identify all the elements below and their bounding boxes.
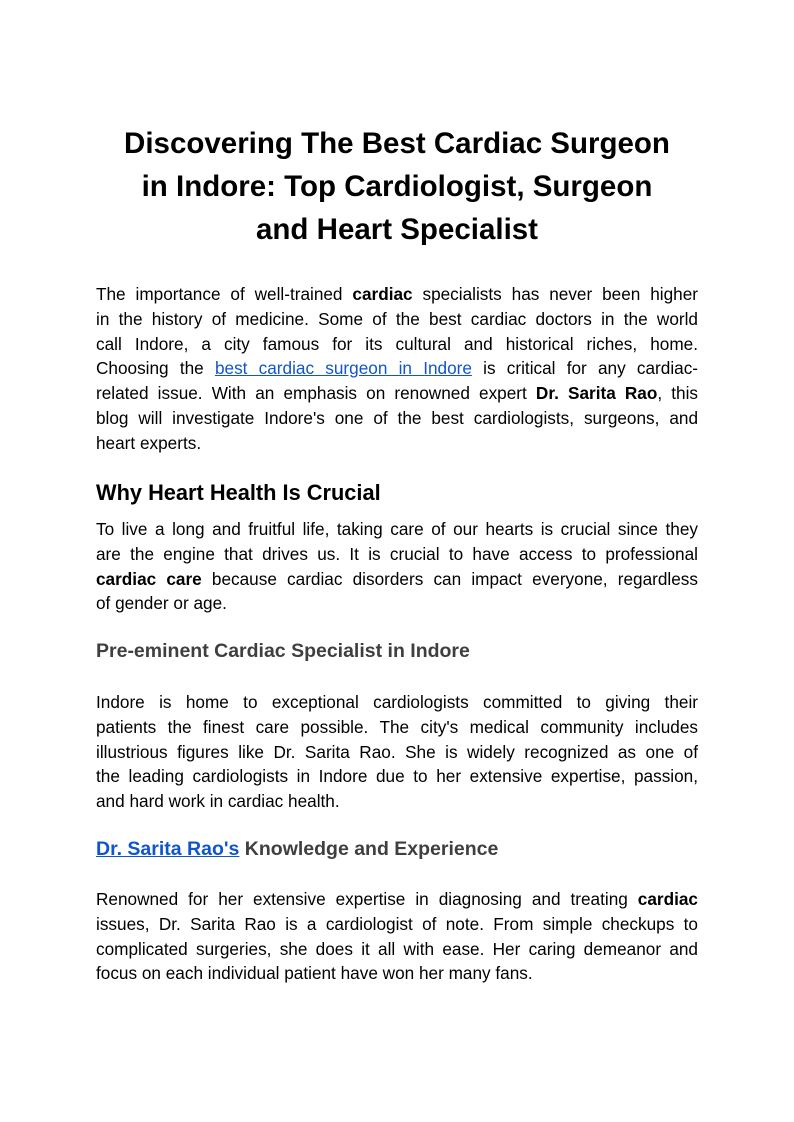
text-span: Choosing the [96,358,215,379]
bold-term: cardiac [637,889,698,909]
paragraph-line [96,567,698,592]
section2-paragraph [96,690,698,814]
heading-text: Knowledge and Experience [239,838,499,860]
paragraph-line: are the engine that drives us. It is crucial to have access to professional [96,543,698,564]
text-span: The importance of well-trained [96,284,353,304]
text-span: Renowned for her extensive expertise in diagnosing and treating [96,889,638,909]
text-span: , this [657,383,699,404]
page-title [96,122,698,251]
section1-paragraph [96,517,698,616]
text-span: related issue. With an emphasis on renowned expert [96,383,536,404]
section3-paragraph [96,887,698,986]
paragraph-line [96,381,698,406]
paragraph-line: issues, Dr. Sarita Rao is a cardiologist of note. From simple checkups to [96,913,698,934]
best-cardiac-surgeon-link[interactable]: best cardiac surgeon in Indore [214,358,472,379]
paragraph-line: patients the finest care possible. The city's medical community includes [96,716,698,737]
paragraph-line: and hard work in cardiac health. [96,791,340,812]
paragraph-line: in the history of medicine. Some of the best cardiac doctors in the world [96,308,698,329]
bold-name: Dr. Sarita Rao [535,383,658,404]
paragraph-line: complicated surgeries, she does it all with ease. Her caring demeanor and [96,938,698,959]
paragraph-line: focus on each individual patient have won her many fans. [96,963,533,984]
paragraph-line: of gender or age. [96,593,227,614]
text-span: is critical for any cardiac- [471,358,699,379]
paragraph-line [96,356,698,381]
intro-paragraph [96,282,698,456]
paragraph-line: heart experts. [96,432,202,453]
title-line: Discovering The Best Cardiac Surgeon [124,127,670,160]
section-heading-cardiac-specialist: Pre-eminent Cardiac Specialist in Indore [96,640,470,662]
paragraph-line [96,282,698,307]
paragraph-line: To live a long and fruitful life, taking care of our hearts is crucial since they [96,519,698,539]
paragraph-line: Indore is home to exceptional cardiologists committed to giving their [96,692,698,712]
paragraph-line: call Indore, a city famous for its cultural and historical riches, home. [96,333,698,354]
text-span: specialists has never been higher [412,284,698,304]
section-heading-why-heart-health: Why Heart Health Is Crucial [96,480,381,505]
paragraph-line [96,887,698,912]
paragraph-line: the leading cardiologists in Indore due to her extensive expertise, passion, [96,766,698,787]
dr-sarita-rao-link[interactable]: Dr. Sarita Rao's [96,838,240,860]
text-span: because cardiac disorders can impact everyone, regardless [201,568,698,589]
title-line: and Heart Specialist [256,213,538,246]
paragraph-line: blog will investigate Indore's one of the best cardiologists, surgeons, and [96,407,698,428]
title-line: in Indore: Top Cardiologist, Surgeon [141,170,653,203]
section-heading-knowledge-experience [96,836,498,862]
bold-term: cardiac care [96,568,202,589]
bold-term: cardiac [352,284,413,304]
paragraph-line: illustrious figures like Dr. Sarita Rao. She is widely recognized as one of [96,741,698,762]
